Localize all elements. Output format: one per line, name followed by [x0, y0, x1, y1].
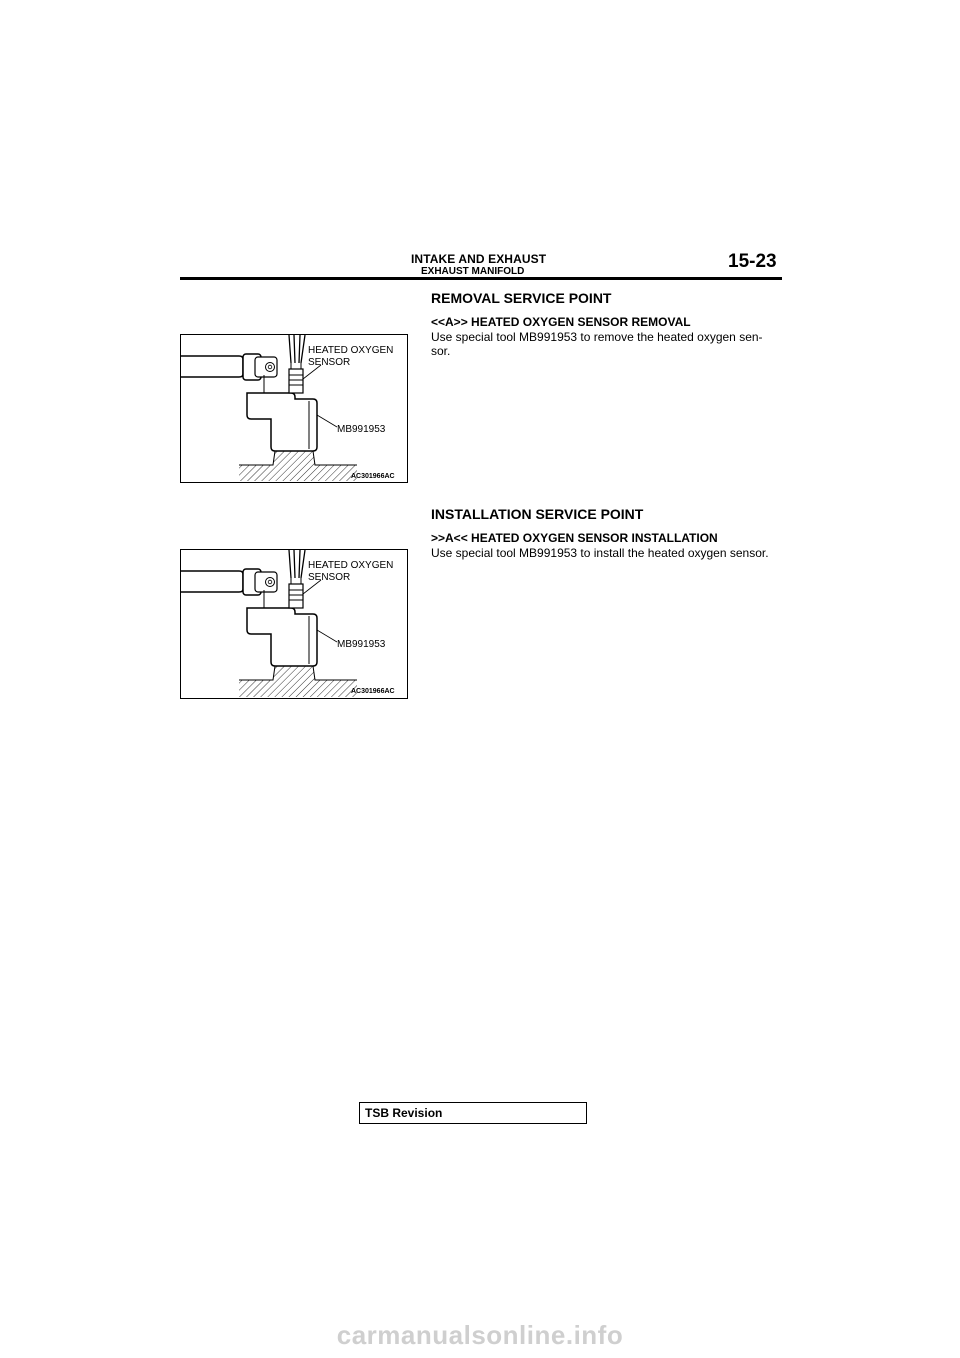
figure-id: AC301966AC	[351, 688, 395, 695]
figure-id: AC301966AC	[351, 473, 395, 480]
wrench-handle	[181, 356, 243, 377]
section-subtitle: EXHAUST MANIFOLD	[421, 266, 525, 277]
label-tool: MB991953	[337, 424, 386, 435]
label-sensor-line2: SENSOR	[308, 572, 351, 583]
sensor-wires	[289, 550, 305, 578]
tool-body	[247, 608, 317, 666]
removal-subheading: <<A>> HEATED OXYGEN SENSOR REMOVAL	[431, 315, 691, 329]
label-sensor-line1: HEATED OXYGEN	[308, 560, 394, 571]
removal-text-line1: Use special tool MB991953 to remove the heated oxygen sen-	[431, 330, 763, 344]
wrench-handle	[181, 571, 243, 592]
sensor-wires	[289, 335, 305, 363]
removal-heading: REMOVAL SERVICE POINT	[431, 290, 612, 306]
installation-heading: INSTALLATION SERVICE POINT	[431, 506, 644, 522]
ground-hatch	[239, 451, 357, 481]
installation-figure	[180, 549, 408, 699]
installation-text-line1: Use special tool MB991953 to install the heated oxygen sensor.	[431, 546, 769, 560]
removal-text-line2: sor.	[431, 344, 451, 358]
removal-figure	[180, 334, 408, 483]
tsb-revision-label: TSB Revision	[365, 1106, 443, 1120]
header-rule	[180, 277, 782, 280]
watermark: carmanualsonline.info	[336, 1320, 624, 1350]
label-sensor-line1: HEATED OXYGEN	[308, 345, 394, 356]
tsb-revision-box	[359, 1102, 587, 1124]
installation-subheading: >>A<< HEATED OXYGEN SENSOR INSTALLATION	[431, 531, 718, 545]
sensor-body	[289, 369, 303, 393]
tool-body	[247, 393, 317, 451]
page-number: 15-23	[728, 251, 777, 272]
label-tool: MB991953	[337, 639, 386, 650]
label-sensor-line2: SENSOR	[308, 357, 351, 368]
chapter-title: INTAKE AND EXHAUST	[411, 252, 547, 266]
sensor-body	[289, 584, 303, 608]
ground-hatch	[239, 666, 357, 697]
